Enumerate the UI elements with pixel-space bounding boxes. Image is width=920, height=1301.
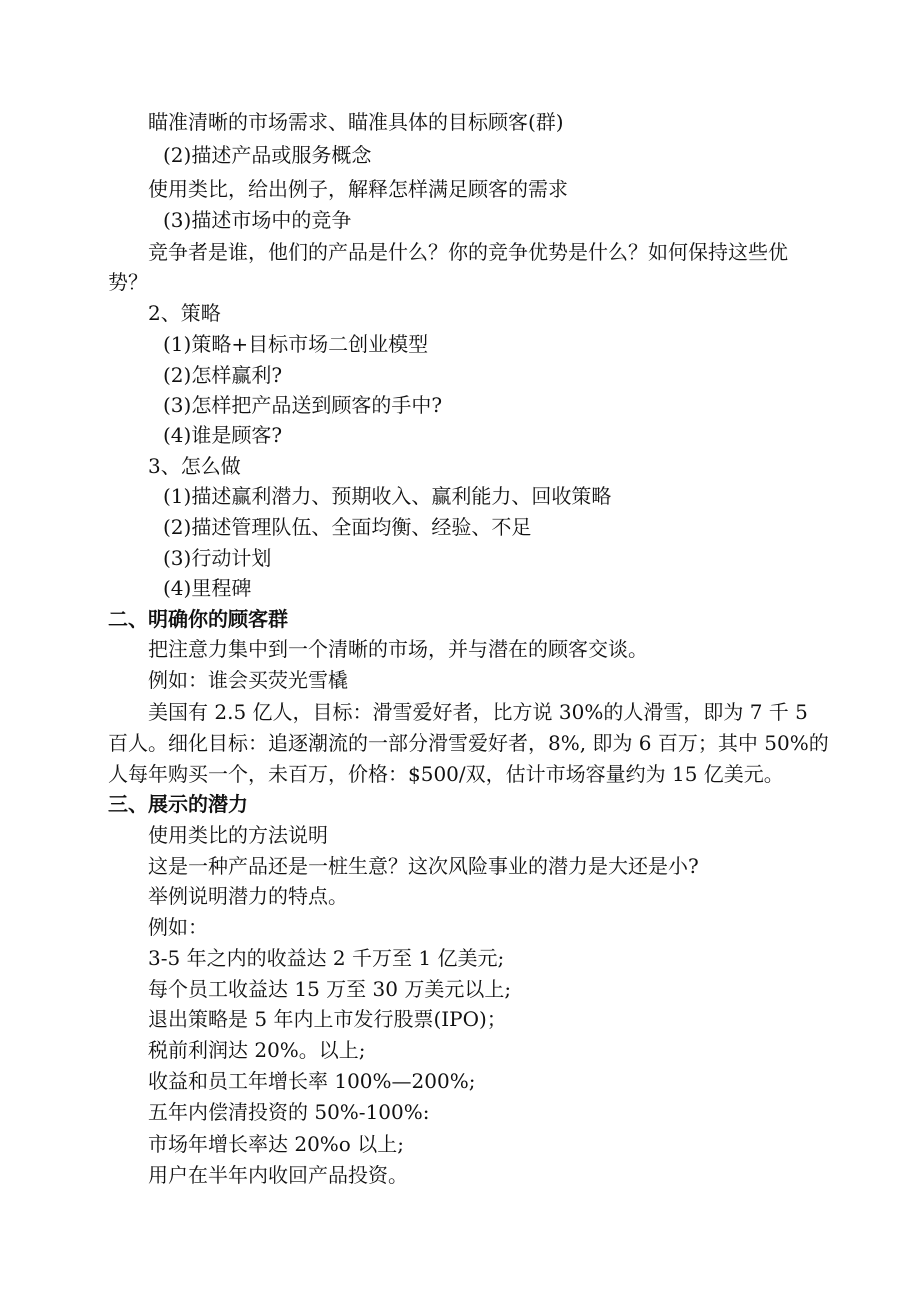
text-line: 这是一种产品还是一桩生意？这次风险事业的潜力是大还是小? [148, 854, 699, 878]
text-line: 市场年增长率达 20%o 以上; [148, 1132, 404, 1156]
text-line: 例如： [148, 915, 208, 939]
text-line: 使用类比，给出例子，解释怎样满足顾客的需求 [148, 177, 568, 201]
text-line: 举例说明潜力的特点。 [148, 884, 348, 908]
text-line: 百人。细化目标：追逐潮流的一部分滑雪爱好者，8%, 即为 6 百万；其中 50%的 [108, 731, 829, 755]
text-line: 把注意力集中到一个清晰的市场，并与潜在的顾客交谈。 [148, 637, 648, 661]
text-line: 美国有 2.5 亿人，目标：滑雪爱好者，比方说 30%的人滑雪，即为 7 千 5 [148, 700, 808, 724]
text-line: 瞄准清晰的市场需求、瞄准具体的目标顾客(群) [148, 110, 564, 134]
list-item: (2)怎样赢利? [163, 363, 283, 387]
list-item: (2)描述管理队伍、全面均衡、经验、不足 [163, 515, 532, 539]
list-item: (1)策略+目标市场二创业模型 [163, 332, 429, 356]
section-number: 2、策略 [148, 301, 221, 325]
text-line: 3-5 年之内的收益达 2 千万至 1 亿美元; [148, 946, 505, 970]
list-item: (3)描述市场中的竞争 [163, 208, 352, 232]
text-line: 每个员工收益达 15 万至 30 万美元以上; [148, 977, 512, 1001]
list-item: (2)描述产品或服务概念 [163, 143, 372, 167]
section-heading: 二、明确你的顾客群 [108, 607, 288, 631]
text-line: 使用类比的方法说明 [148, 823, 328, 847]
text-line: 退出策略是 5 年内上市发行股票(IPO)； [148, 1007, 507, 1031]
text-line: 税前利润达 20%。以上; [148, 1038, 366, 1062]
text-line: 用户在半年内收回产品投资。 [148, 1163, 408, 1187]
list-item: (4)里程碑 [163, 576, 252, 600]
text-line: 人每年购买一个，未百万，价格：$500/双，估计市场容量约为 15 亿美元。 [108, 762, 784, 786]
section-heading: 三、展示的潜力 [108, 792, 248, 816]
text-line: 竞争者是谁，他们的产品是什么？你的竞争优势是什么？如何保持这些优 [148, 240, 788, 264]
text-line: 收益和员工年增长率 100%—200%; [148, 1069, 476, 1093]
list-item: (3)怎样把产品送到顾客的手中? [163, 393, 443, 417]
section-number: 3、怎么做 [148, 454, 241, 478]
list-item: (3)行动计划 [163, 546, 272, 570]
text-line: 例如：谁会买荧光雪橇 [148, 668, 348, 692]
list-item: (1)描述赢利潜力、预期收入、赢利能力、回收策略 [163, 484, 612, 508]
text-line: 五年内偿清投资的 50%-100%: [148, 1100, 430, 1124]
list-item: (4)谁是顾客? [163, 423, 283, 447]
text-line: 势？ [108, 270, 148, 294]
